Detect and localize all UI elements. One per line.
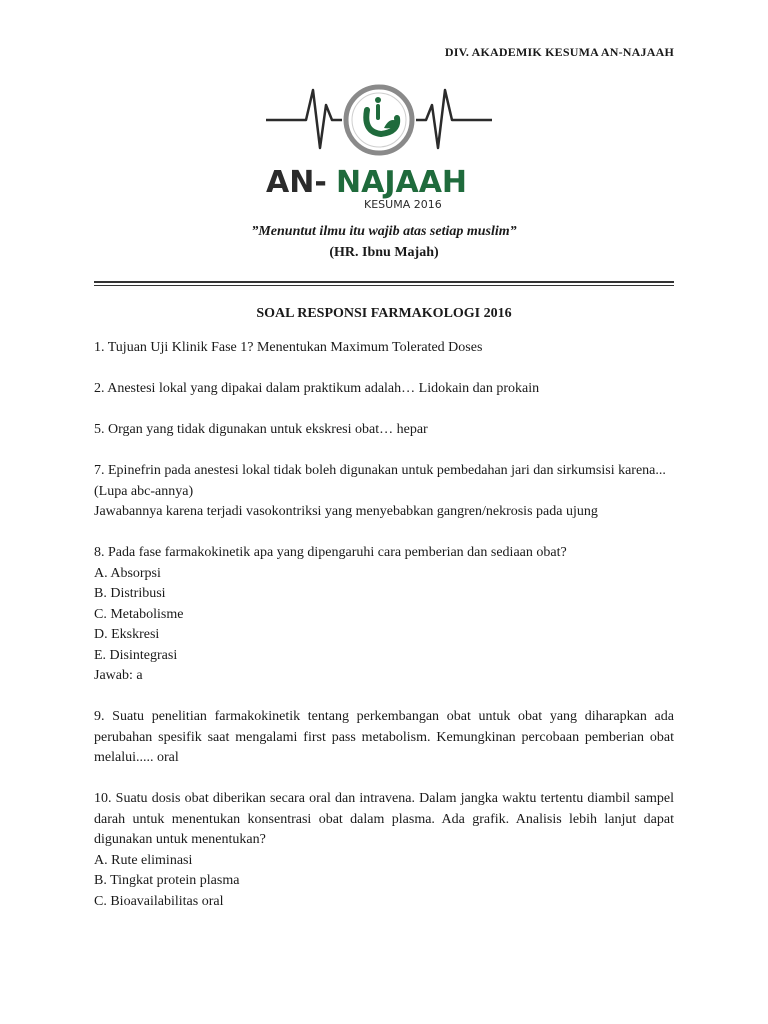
logo-subtitle: KESUMA 2016 [364, 198, 442, 210]
document-title: SOAL RESPONSI FARMAKOLOGI 2016 [256, 306, 512, 321]
question-2 [94, 379, 674, 400]
question-text: 8. Pada fase farmakokinetik apa yang dipengaruhi cara pemberian dan sediaan obat? [94, 545, 567, 560]
question-text: 10. Suatu dosis obat diberikan secara oral dan intravena. Dalam jangka waktu tertentu diambil sampel darah untuk menentukan konsentrasi obat dalam plasma. Ada grafik. Analisis lebih lanjut dapat digunakan untuk menentukan? [94, 791, 674, 847]
header-divider-thin [94, 285, 674, 286]
question-text: 9. Suatu penelitian farmakokinetik tentang perkembangan obat untuk obat yang diharapkan ada perubahan spesifik saat mengalami first pass metabolism. Kemungkinan percobaan pemberian obat melalui..... oral [94, 709, 674, 765]
question-1 [94, 338, 674, 359]
question-7 [94, 461, 674, 523]
option-e: E. Disintegrasi [94, 647, 178, 663]
option-a: A. Rute eliminasi [94, 852, 193, 868]
option-d: D. Ekskresi [94, 627, 160, 642]
logo-text-najaah: NAJAAH [336, 165, 468, 200]
quote-source: (HR. Ibnu Majah) [329, 245, 439, 260]
question-10 [94, 789, 674, 912]
option-b: B. Distribusi [94, 586, 166, 601]
question-note: (Lupa abc-annya) [94, 483, 194, 499]
question-text: 2. Anestesi lokal yang dipakai dalam praktikum adalah… Lidokain dan prokain [94, 381, 540, 396]
question-answer: Jawab: a [94, 668, 143, 683]
question-text: 1. Tujuan Uji Klinik Fase 1? Menentukan Maximum Tolerated Doses [94, 340, 483, 355]
question-5 [94, 420, 674, 441]
option-c: C. Bioavailabilitas oral [94, 893, 224, 909]
question-9 [94, 707, 674, 769]
option-a: A. Absorpsi [94, 565, 161, 581]
question-list [94, 338, 674, 933]
option-c: C. Metabolisme [94, 606, 184, 622]
question-text: 5. Organ yang tidak digunakan untuk ekskresi obat… hepar [94, 422, 428, 437]
header-organization: DIV. AKADEMIK KESUMA AN-NAJAAH [444, 45, 674, 59]
question-text: 7. Epinefrin pada anestesi lokal tidak boleh digunakan untuk pembedahan jari dan sirkumsisi karena... [94, 463, 666, 478]
an-najaah-logo [266, 80, 492, 210]
logo-text-an: AN- [266, 165, 327, 200]
header-divider-thick [94, 281, 674, 283]
quote-text: ”Menuntut ilmu itu wajib atas setiap muslim” [251, 224, 517, 239]
option-b: B. Tingkat protein plasma [94, 873, 240, 888]
question-answer: Jawabannya karena terjadi vasokontriksi yang menyebabkan gangren/nekrosis pada ujung [94, 504, 598, 519]
question-8 [94, 543, 674, 687]
